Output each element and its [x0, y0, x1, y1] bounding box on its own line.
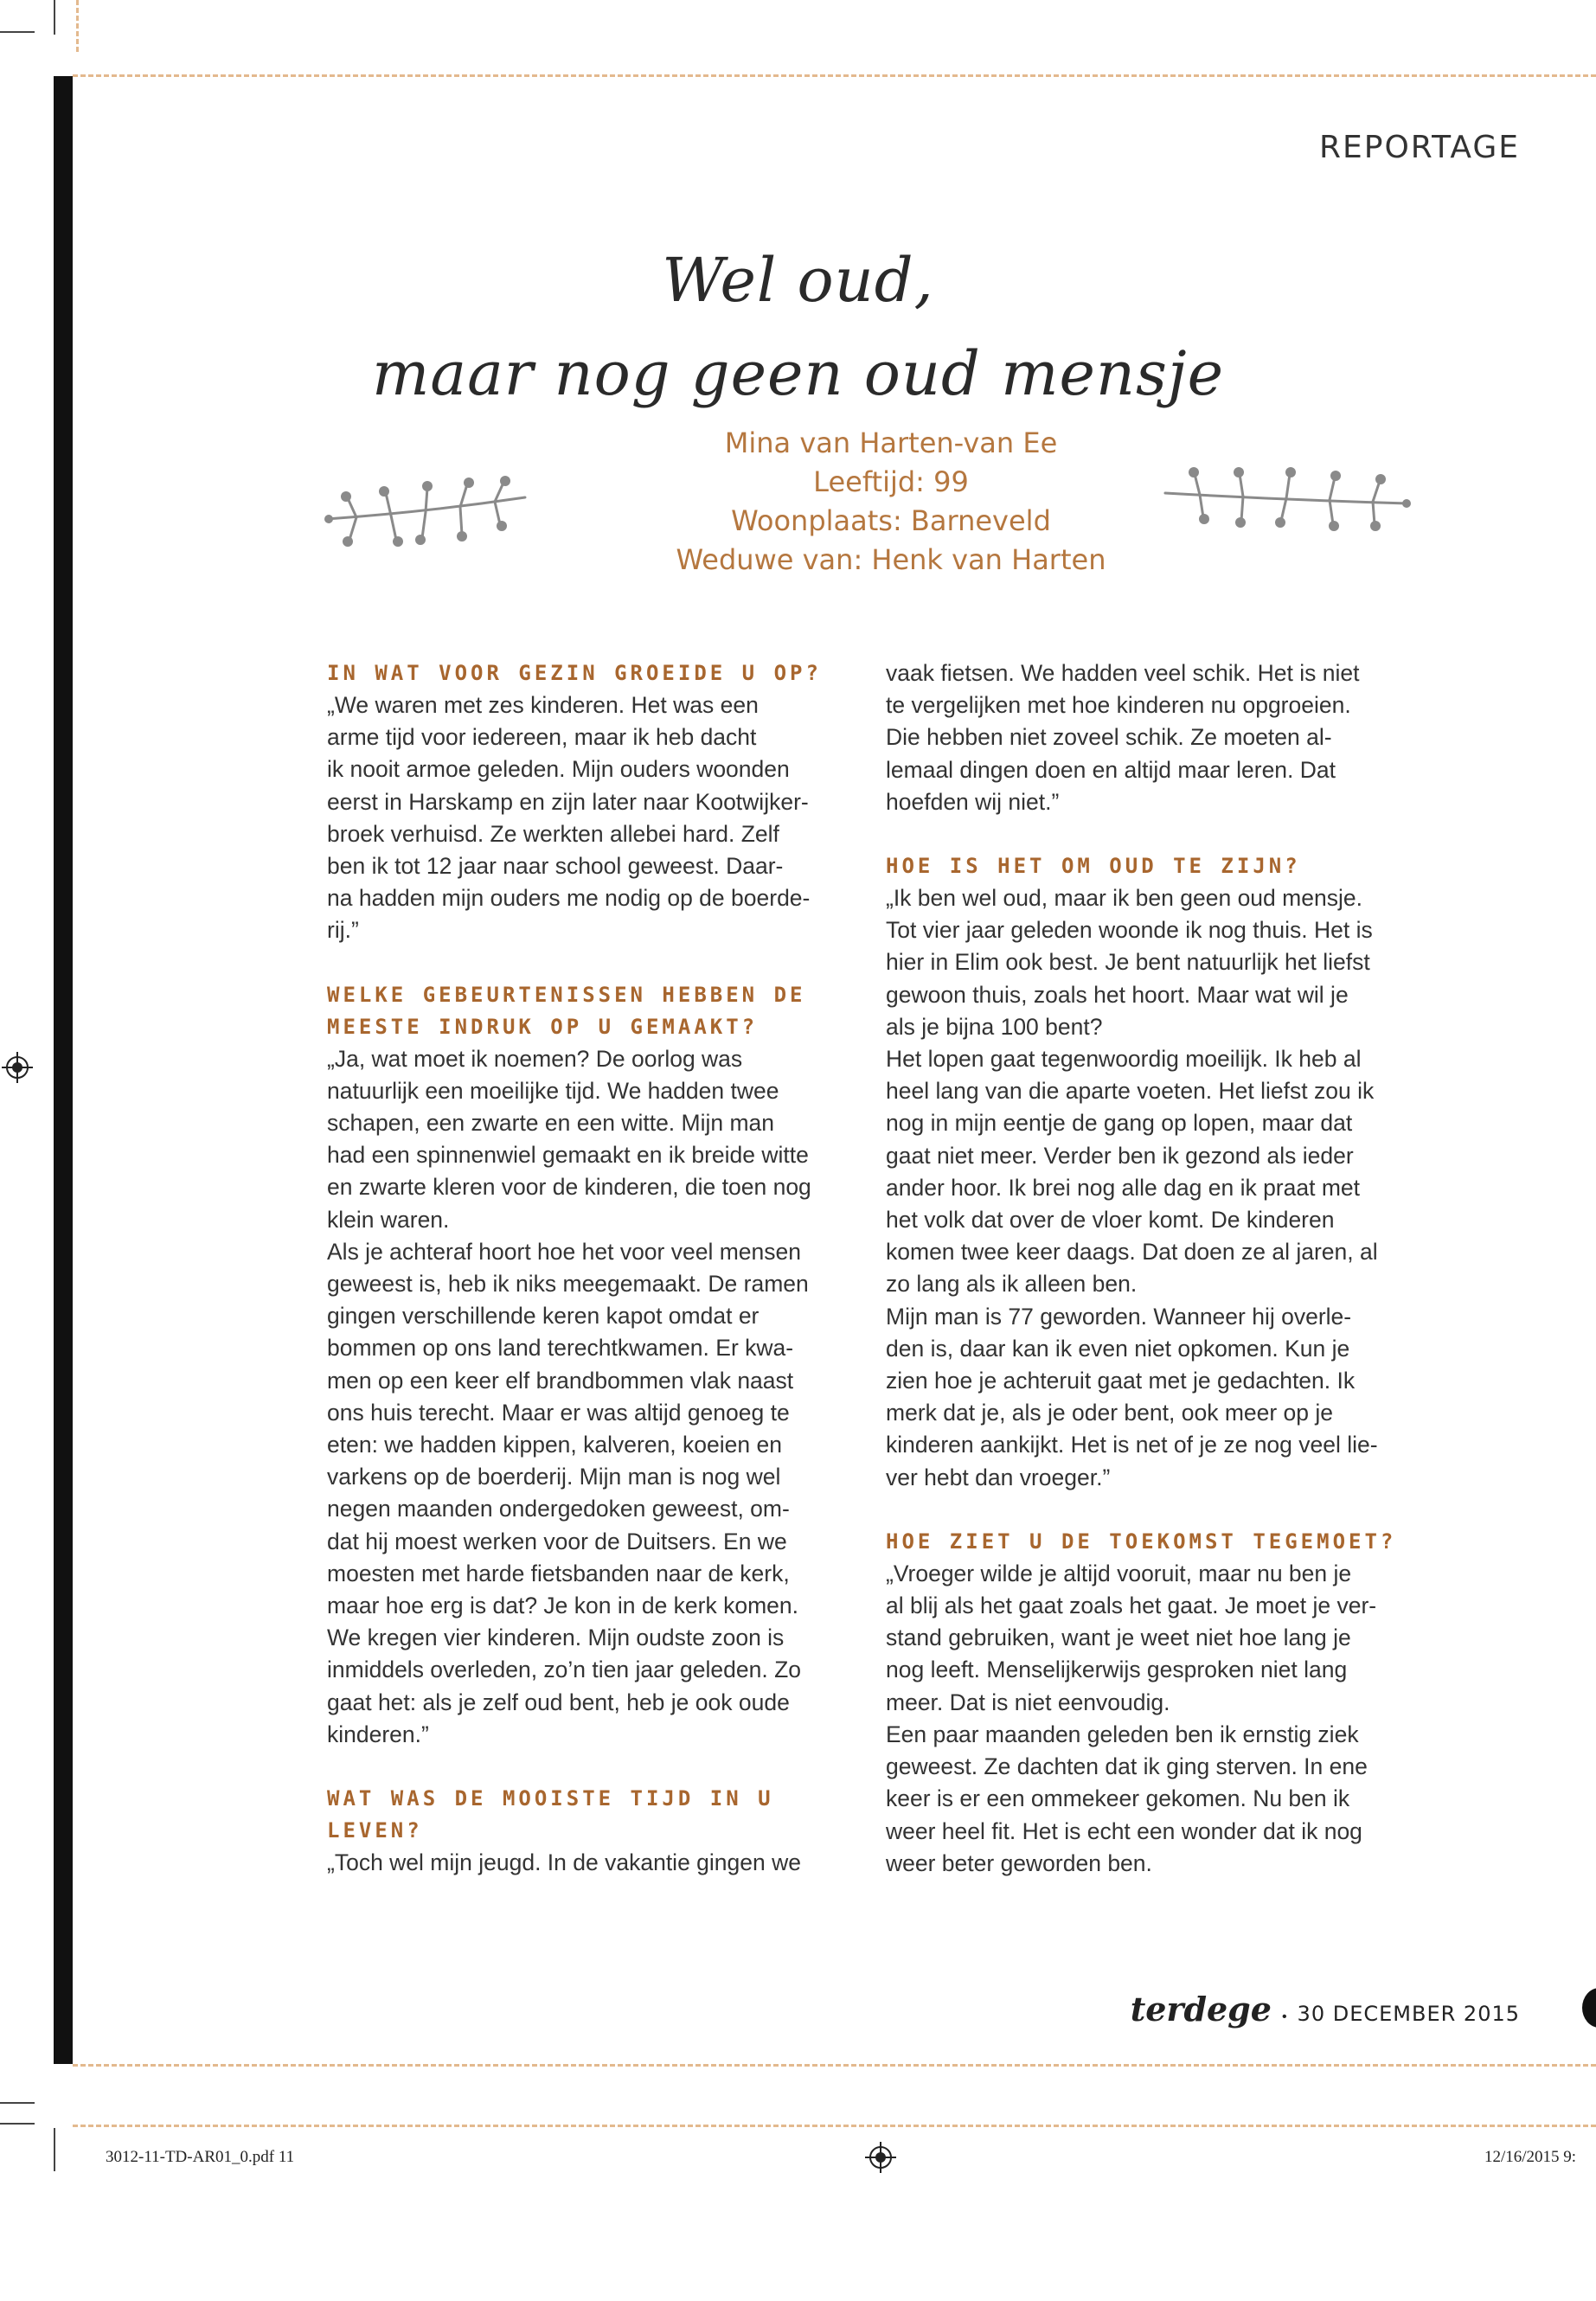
- answer-text: „Ik ben wel oud, maar ik ben geen oud mensje. Tot vier jaar geleden woonde ik nog thuis. Het is hier in Elim ook best. Je bent natuurlijk het liefst gewoon thuis, zoals het hoort. Maar wat wil je als je bijna 100 bent? Het lopen gaat tegenwoordig moeilijk. Ik heb al heel lang van die aparte voeten. Het liefst zou ik nog in mijn eentje de gang op lopen, maar dat gaat niet meer. Verder ben ik gezond als ieder ander hoor. Ik brei nog alle dag en ik praat met het volk dat over de vloer komt. De kinderen komen twee keer daags. Dat doen ze al jaren, al zo lang als ik alleen ben. Mijn man is 77 geworden. Wanneer hij overle- den is, daar kan ik even niet opkomen. Kun je zien hoe je achteruit gaat met je gedachten. Ik merk dat je, als je oder bent, ook meer op je kinderen aankijkt. Het is net of je ze nog veel lie- ver hebt dan vroeger.”: [886, 885, 1378, 1490]
- trim-line-bottom: [73, 2064, 1596, 2067]
- profile-residence: Woonplaats: Barneveld: [731, 504, 1051, 537]
- crop-mark: [0, 31, 35, 33]
- page-footer: [1131, 1990, 1520, 2029]
- answer-text: „Vroeger wilde je altijd vooruit, maar nu ben je al blij als het gaat zoals het gaat. Je moet je ver- stand gebruiken, want je weet niet hoe lang je nog leeft. Menselijkerwijs gesproken niet lang meer. Dat is niet eenvoudig. Een paar maanden geleden ben ik ernstig ziek geweest. Ze dachten dat ik ging sterven. In ene keer is er een ommekeer gekomen. Nu ben ik weer heel fit. Het is echt een wonder dat ik nog weer beter geworden ben.: [886, 1560, 1377, 1876]
- profile-block: [0, 424, 1596, 580]
- footer-separator: •: [1281, 2009, 1287, 2024]
- crop-mark: [54, 2128, 55, 2171]
- answer-text: „Toch wel mijn jeugd. In de vakantie gingen we: [327, 1849, 801, 1876]
- registration-mark-icon: [865, 2142, 896, 2173]
- issue-date: 30 DECEMBER 2015: [1297, 2002, 1520, 2026]
- magazine-brand: terdege: [1130, 1990, 1272, 2029]
- title-line-2: maar nog geen oud mensje: [371, 338, 1225, 409]
- article-title: [0, 234, 1596, 420]
- trim-line-slug: [73, 2125, 1596, 2127]
- question-heading: IN WAT VOOR GEZIN GROEIDE U OP?: [327, 661, 822, 685]
- profile-name: Mina van Harten-van Ee: [724, 426, 1058, 459]
- article-column-left: [327, 657, 855, 1911]
- profile-age: Leeftijd: 99: [813, 465, 969, 498]
- trim-line-left: [76, 0, 79, 52]
- crop-mark: [54, 0, 55, 35]
- question-heading: HOE ZIET U DE TOEKOMST TEGEMOET?: [886, 1529, 1397, 1554]
- answer-continuation: vaak fietsen. We hadden veel schik. Het is niet te vergelijken met hoe kinderen nu opgroeien. Die hebben niet zoveel schik. Ze moeten al- lemaal dingen doen en altijd maar leren. Dat hoefden wij niet.”: [886, 660, 1360, 815]
- article-column-right: [886, 657, 1413, 1912]
- question-heading: WAT WAS DE MOOISTE TIJD IN U LEVEN?: [327, 1786, 774, 1843]
- print-slug-timestamp: 12/16/2015 9:: [1484, 2148, 1577, 2166]
- profile-widow: Weduwe van: Henk van Harten: [676, 543, 1106, 576]
- trim-line-top: [73, 74, 1596, 77]
- answer-text: „Ja, wat moet ik noemen? De oorlog was natuurlijk een moeilijke tijd. We hadden twee schapen, een zwarte en een witte. Mijn man had een spinnenwiel gemaakt en ik breide witte en zwarte kleren voor de kinderen, die toen nog klein waren. Als je achteraf hoort hoe het voor veel mensen geweest is, heb ik niks meegemaakt. De ramen gingen verschillende keren kapot omdat er bommen op ons land terechtkwamen. Er kwa- men op een keer elf brandbommen vlak naast ons huis terecht. Maar er was altijd genoeg te eten: we hadden kippen, kalveren, koeien en varkens op de boerderij. Mijn man is nog wel negen maanden ondergedoken geweest, om- dat hij moest werken voor de Duitsers. En we moesten met harde fietsbanden naar de kerk, maar hoe erg is dat? Je kon in de kerk komen. We kregen vier kinderen. Mijn oudste zoon is inmiddels overleden, zo’n tien jaar geleden. Zo gaat het: als je zelf oud bent, heb je ook oude kinderen.”: [327, 1045, 811, 1747]
- page-number-tab: [1582, 1988, 1596, 2028]
- section-label: REPORTAGE: [1318, 130, 1520, 165]
- title-line-1: Wel oud,: [662, 245, 934, 316]
- answer-text: „We waren met zes kinderen. Het was een arme tijd voor iedereen, maar ik heb dacht ik nooit armoe geleden. Mijn ouders woonden eerst in Harskamp en zijn later naar Kootwijker- broek verhuisd. Ze werkten allebei hard. Zelf ben ik tot 12 jaar naar school geweest. Daar- na hadden mijn ouders me nodig op de boerde- rij.”: [327, 692, 811, 944]
- crop-mark: [0, 2102, 35, 2104]
- print-slug-file: 3012-11-TD-AR01_0.pdf 11: [106, 2148, 295, 2166]
- crop-mark: [0, 2123, 35, 2125]
- question-heading: HOE IS HET OM OUD TE ZIJN?: [886, 854, 1301, 879]
- registration-mark-icon: [2, 1052, 33, 1083]
- question-heading: WELKE GEBEURTENISSEN HEBBEN DE MEESTE INDRUK OP U GEMAAKT?: [327, 982, 806, 1039]
